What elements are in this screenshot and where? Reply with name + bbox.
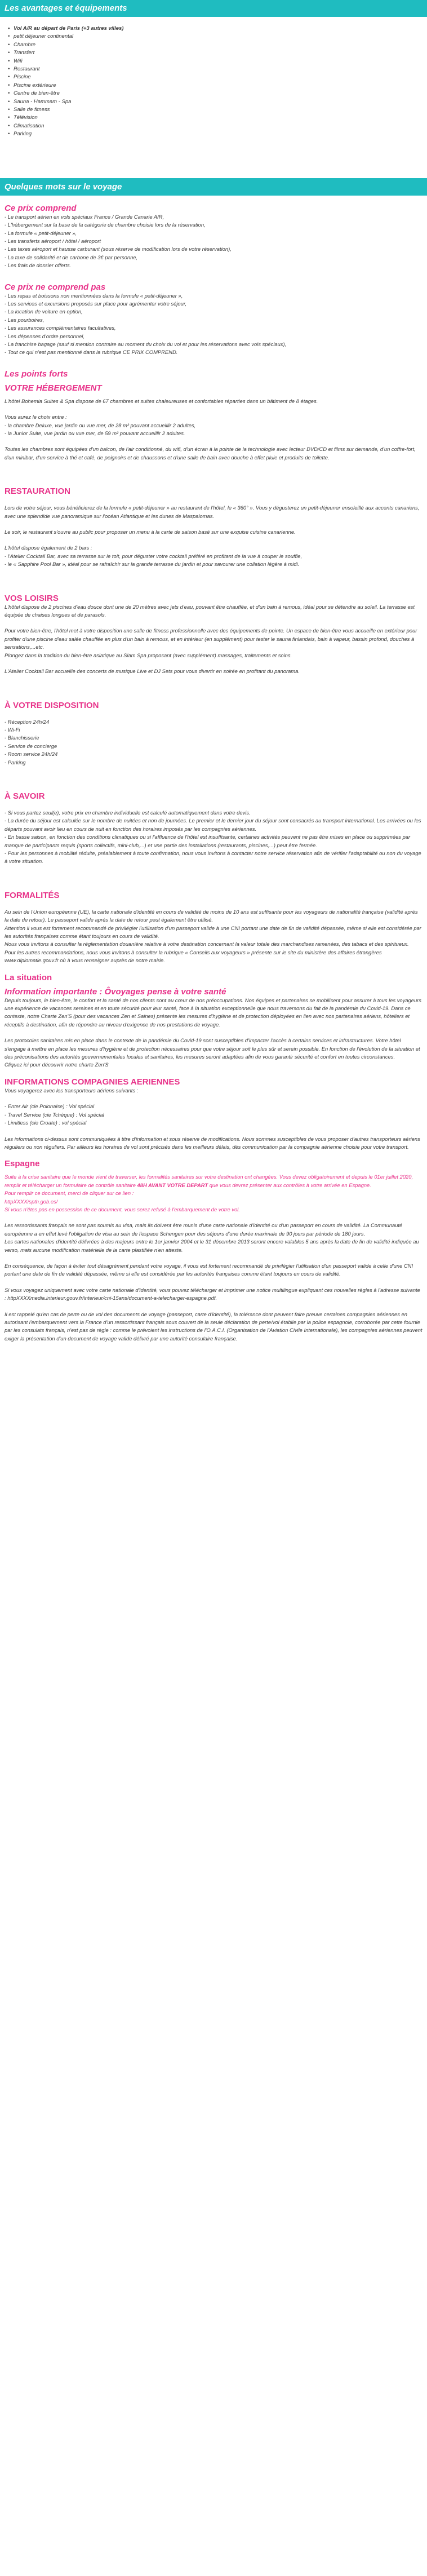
prix-ne-comprend-item: - Les repas et boissons non mentionnées dans la formule « petit-déjeuner », (5, 292, 183, 299)
amenity-item: • Climatisation (8, 122, 427, 130)
espagne-pink-2: que vous devrez présenter aux contrôles à votre arrivée en Espagne. Pour remplir ce document, merci de cliquer sur ce lien : httpXXXX/spth.gob.es/ Si vous n'êtes pas en possession de ce document, vous serez refusé à l'embarquement de votre vol. (5, 1181, 371, 1212)
disposition-list (5, 718, 422, 767)
hebergement-p2: Vous aurez le choix entre : - la chambre Deluxe, vue jardin ou vue mer, de 28 m² pouvant accueillir 2 adultes, - la Junior Suite, vue jardin ou vue mer, de 59 m² pouvant accueillir 2 adultes. (5, 414, 196, 436)
prix-ne-comprend-item: - La franchise bagage (sauf si mention contraire au moment du choix du vol et pour les réservations avec vols spéciaux), (5, 340, 287, 347)
prix-ne-comprend-item: - Les pourboires, (5, 316, 45, 323)
disposition-item: - Wi-Fi (5, 726, 20, 733)
loisirs-heading: VOS LOISIRS (5, 593, 59, 603)
disposition-item: - Blanchisserie (5, 734, 39, 741)
formalites-heading: FORMALITÉS (5, 890, 60, 900)
hebergement-p3: Toutes les chambres sont équipées d'un balcon, de l'air conditionné, du wifi, d'un écran à la pointe de la technologie avec lecteur DVD/CD et films sur demande, d'un coffre-fort, d'un minibar, d'un service à thé et café, de peignoirs et de chaussons et d'une salle de bain avec douche à effet pluie et produits de toilette. (5, 446, 416, 461)
disposition-heading: À VOTRE DISPOSITION (5, 700, 99, 710)
amenity-item: • Chambre (8, 41, 427, 49)
amenity-item: • Transfert (8, 49, 427, 57)
espagne-p2: En conséquence, de façon à éviter tout désagrément pendant votre voyage, il vous est fortement recommandé de privilégier l'utilisation d'un passeport valide à celle d'une CNI portant une date de fin de validité dépassée, même si elle est considérée par les autorités françaises comme étant toujours en cours de validité. (5, 1262, 413, 1277)
prix-comprend-item: - Les taxes aéroport et hausse carburant (sous réserve de modification lors de votre réservation), (5, 246, 232, 253)
disposition-item: - Room service 24h/24 (5, 751, 58, 758)
points-forts-heading: Les points forts (5, 369, 68, 379)
loisirs-p1: L'hôtel dispose de 2 piscines d'eau douce dont une de 20 mètres avec jets d'eau, pouvant être chauffée, et d'un bain à remous, idéal pour se détendre au soleil. La terrasse est équipée de chaises longues et de parasols. (5, 603, 415, 618)
formalites-p1: Au sein de l'Union européenne (UE), la carte nationale d'identité en cours de validité de moins de 10 ans est suffisante pour les voyageurs de nationalité française (validité après la date de retour). Le passeport valide après la date de retour peut également être utilisé. Attention il vous est fortement recommandé de privilégier l'utilisation d'un passeport valide à une CNI portant une date de fin de validité dépassée, même si elle est considérée par les autorités françaises comme étant toujours en cours de validité. Nous vous invitons à consulter la réglementation douanière relative à votre destination concernant la valeur totale des marchandises ramenées, des tabacs et des spiritueux. Pour les autres recommandations, nous vous invitons à consulter la rubrique « Conseils aux voyageurs » présente sur le site du ministère des affaires étrangères www.diplomatie.gouv.fr où à vous renseigner auprès de notre mairie. (5, 908, 421, 964)
espagne-pink-bold: 48H AVANT VOTRE DEPART (137, 1181, 208, 1188)
amenity-item: • Télévision (8, 114, 427, 122)
prix-ne-comprend-item: - Tout ce qui n'est pas mentionné dans la rubrique CE PRIX COMPREND. (5, 349, 178, 356)
amenity-item: • Restaurant (8, 65, 427, 73)
restauration-p2: Le soir, le restaurant s'ouvre au public pour proposer un menu à la carte de saison basé sur une exquise cuisine canarienne. (5, 529, 296, 535)
loisirs-p2: Pour votre bien-être, l'hôtel met à votre disposition une salle de fitness professionnelle avec des équipements de pointe. Un espace de bien-être vous accueille en extérieur pour profiter d'une piscine d'eau salée chauffée en plus d'un bain à remous, et en intérieur (en supplément) pour tester le sauna finlandais, bain à vapeur, bassin profond, douches à sensations,...etc. Plongez dans la tradition du bien-être asiatique au Siam Spa proposant (avec supplément) massages, traitements et soins. (5, 627, 417, 658)
amenity-item: • Parking (8, 130, 427, 138)
amenity-item: • petit déjeuner continental (8, 33, 427, 41)
disposition-item: - Service de concierge (5, 742, 57, 749)
espagne-pink-1: Suite à la crise sanitaire que le monde vient de traverser, les formalités sanitaires sur votre destination ont changées. Vous devez obligatoirement et depuis le 01er juillet 2020, remplir et télécharger un formulaire de contrôle sanitaire (5, 1174, 413, 1188)
situation-heading: La situation (5, 972, 52, 982)
restauration-p1: Lors de votre séjour, vous bénéficierez de la formule « petit-déjeuner » au restaurant de l'hôtel, le « 360° ». Vous y dégusterez un petit-déjeuner ensoleillé aux accents canariens, avec une splendide vue panoramique sur l'océan Atlantique et les dunes de Maspalomas. (5, 504, 420, 519)
savoir-p1: - Si vous partez seul(e), votre prix en chambre individuelle est calculé automatiquement dans votre devis. - La durée du séjour est calculée sur le nombre de nuitées et non de journées. Le premier et le dernier jour du séjour sont consacrés au transport international. Les arrivées ou les départs pouvant avoir lieu en cours de nuit en fonction des horaires imposés par les compagnies aériennes. - En basse saison, en fonction des conditions climatiques ou si l'affluence de l'hôtel est insuffisante, certaines activités peuvent ne pas être mises en place ou supprimées par manque de participants requis (sports collectifs, mini-club,...) et une partie des installations (restaurants, piscines,...) peut être fermée. - Pour les personnes à mobilité réduite, préalablement à toute confirmation, nous vous invitons à contacter notre service réservation afin de vérifier l'adaptabilité ou non du voyage à votre situation. (5, 809, 421, 865)
prix-comprend-item: - Le transport aérien en vols spéciaux France / Grande Canarie A/R, (5, 213, 164, 220)
disposition-item: - Parking (5, 759, 26, 765)
espagne-health-notice (5, 1173, 422, 1214)
espagne-p3: Si vous voyagez uniquement avec votre carte nationale d'identité, vous pouvez télécharger et imprimer une notice multilingue expliquant ces nouvelles règles à l'adresse suivante : httpXXXXmedia.interieur.gouv.fr/interieur/cni-15ans/document-a-telecharger-espagne.pdf. (5, 1286, 420, 1302)
espagne-p4: Il est rappelé qu'en cas de perte ou de vol des documents de voyage (passeport, carte d'identité), la tolérance dont peuvent faire preuve certaines compagnies aériennes en autorisant l'embarquement vers la France d'un ressortissant français sous couvert de la seule déclaration de perte/vol établie par la police espagnole, corroborée par cette fournie par les consulats français, n'est pas de règle : comme le prévoient les instructions de l'O.A.C.I. (Organisation de l'Aviation Civile Internationale), les compagnies aériennes peuvent exiger la présentation d'un document de voyage valide délivré par une autorité consulaire française. (5, 1311, 422, 1342)
prix-comprend-item: - La taxe de solidarité et de carbone de 3€ par personne, (5, 254, 138, 260)
prix-comprend-item: - La formule « petit-déjeuner », (5, 229, 77, 236)
prix-ne-comprend-item: - Les services et excursions proposés sur place pour agrémenter votre séjour, (5, 300, 187, 307)
espagne-heading: Espagne (5, 1159, 40, 1169)
prix-ne-comprend-heading: Ce prix ne comprend pas (5, 282, 106, 292)
restauration-p3: L'hôtel dispose également de 2 bars : - l'Atelier Cocktail Bar, avec sa terrasse sur le toit, pour déguster votre cocktail préféré en profitant de la vue à couper le souffle, - le « Sapphire Pool Bar », idéal pour se rafraîchir sur la grande terrasse du jardin et pour savourer une collation légère à midi. (5, 545, 303, 568)
amenity-item: • Centre de bien-être (8, 90, 427, 98)
compagnies-p2: - Enter Air (cie Polonaise) : Vol spécial - Travel Service (cie Tchèque) : Vol spécial - Limitless (cie Croate) : vol spécial (5, 1103, 104, 1126)
prix-comprend-item: - L'hébergement sur la base de la catégorie de chambre choisie lors de la réservation, (5, 222, 206, 228)
compagnies-heading: INFORMATIONS COMPAGNIES AERIENNES (5, 1077, 180, 1087)
savoir-heading: À SAVOIR (5, 791, 45, 801)
hebergement-heading: VOTRE HÉBERGEMENT (5, 383, 102, 393)
compagnies-p1: Vous voyagerez avec les transporteurs aériens suivants : (5, 1087, 139, 1094)
amenity-item: • Piscine extérieure (8, 82, 427, 90)
situation-p2: Les protocoles sanitaires mis en place dans le contexte de la pandémie du Covid-19 sont susceptibles d'impacter l'accès à certains services et infrastructures. Votre hôtel s'engage à mettre en place les mesures d'hygiène et de protection nécessaires pour que votre séjour soit le plus sûr et serein possible. En fonction de l'évolution de la situation et des préconisations des autorités gouvernementales locales et sanitaires, les mesures seront adaptées afin de vous garantir sécurité et confort en toutes circonstances. Cliquez ici pour découvrir notre charte Zen'S (5, 1037, 420, 1068)
amenity-item: • Wifi (8, 57, 427, 65)
hebergement-p1: L'hôtel Bohemia Suites & Spa dispose de 67 chambres et suites chaleureuses et confortables réparties dans un bâtiment de 8 étages. (5, 397, 318, 404)
amenities-list (0, 17, 427, 144)
amenity-item: • Piscine (8, 73, 427, 81)
disposition-item: - Réception 24h/24 (5, 718, 50, 725)
prix-ne-comprend-item: - Les assurances complémentaires facultatives, (5, 325, 116, 331)
prix-ne-comprend-item: - Les dépenses d'ordre personnel, (5, 333, 84, 339)
restauration-heading: RESTAURATION (5, 486, 70, 497)
loisirs-p3: L'Atelier Cocktail Bar accueille des concerts de musique Live et DJ Sets pour vous divertir en soirée en profitant du panorama. (5, 668, 300, 675)
amenity-item: • Sauna - Hammam - Spa (8, 98, 427, 106)
avantages-title: Les avantages et équipements (0, 0, 427, 17)
amenity-item: • Salle de fitness (8, 106, 427, 114)
prix-comprend-heading: Ce prix comprend (5, 203, 77, 213)
situation-p1: Depuis toujours, le bien-être, le confort et la santé de nos clients sont au cœur de nos préoccupations. Nos équipes et partenaires se mobilisent pour assurer à tous les voyageurs une expérience de vacances sereines et en toute sécurité pour leur santé, face à la situation exceptionnelle que nous traversons du fait de la pandémie du Covid-19. Dans ce contexte, notre Charte Zen'S (pour des vacances Zen et Saines) présente les mesures d'hygiène et de protection déployées en lien avec nos partenaires aériens, hôteliers et réceptifs à destination, afin de répondre au niveau d'exigence de nos prestations de voyage. (5, 997, 421, 1028)
voyage-content (0, 196, 427, 1343)
prix-comprend-item: - Les transferts aéroport / hôtel / aéroport (5, 237, 101, 244)
situation-subheading: Information importante : Ôvoyages pense à votre santé (5, 986, 226, 997)
compagnies-p3: Les informations ci-dessus sont communiquées à titre d'information et sous réserve de modifications. Nous sommes susceptibles de vous proposer d'autres transporteurs aériens réguliers ou non réguliers. Par ailleurs les horaires de vol sont précisés dans les meilleurs délais, dès communication par la compagnie aérienne choisie pour votre transport. (5, 1135, 420, 1150)
prix-ne-comprend-list (5, 292, 422, 357)
prix-comprend-list (5, 213, 422, 270)
espagne-p1: Les ressortissants français ne sont pas soumis au visa, mais ils doivent être munis d'une carte nationale d'identité ou d'un passeport en cours de validité. La Communauté européenne a en effet levé l'obligation de visa au sein de l'espace Schengen pour des séjours d'une durée maximale de 90 jours par période de 180 jours. Les cartes nationales d'identité délivrées à des majeurs entre le 1er janvier 2004 et le 31 décembre 2013 seront encore valables 5 ans après la date de fin de validité indiquée au verso, mais aucune modification matérielle de la carte plastifiée n'en atteste. (5, 1222, 419, 1253)
prix-ne-comprend-item: - La location de voiture en option, (5, 308, 83, 315)
voyage-title: Quelques mots sur le voyage (0, 178, 427, 196)
prix-comprend-item: - Les frais de dossier offerts. (5, 262, 72, 269)
amenity-item: • Vol A/R au départ de Paris (+3 autres villes) (8, 25, 427, 33)
